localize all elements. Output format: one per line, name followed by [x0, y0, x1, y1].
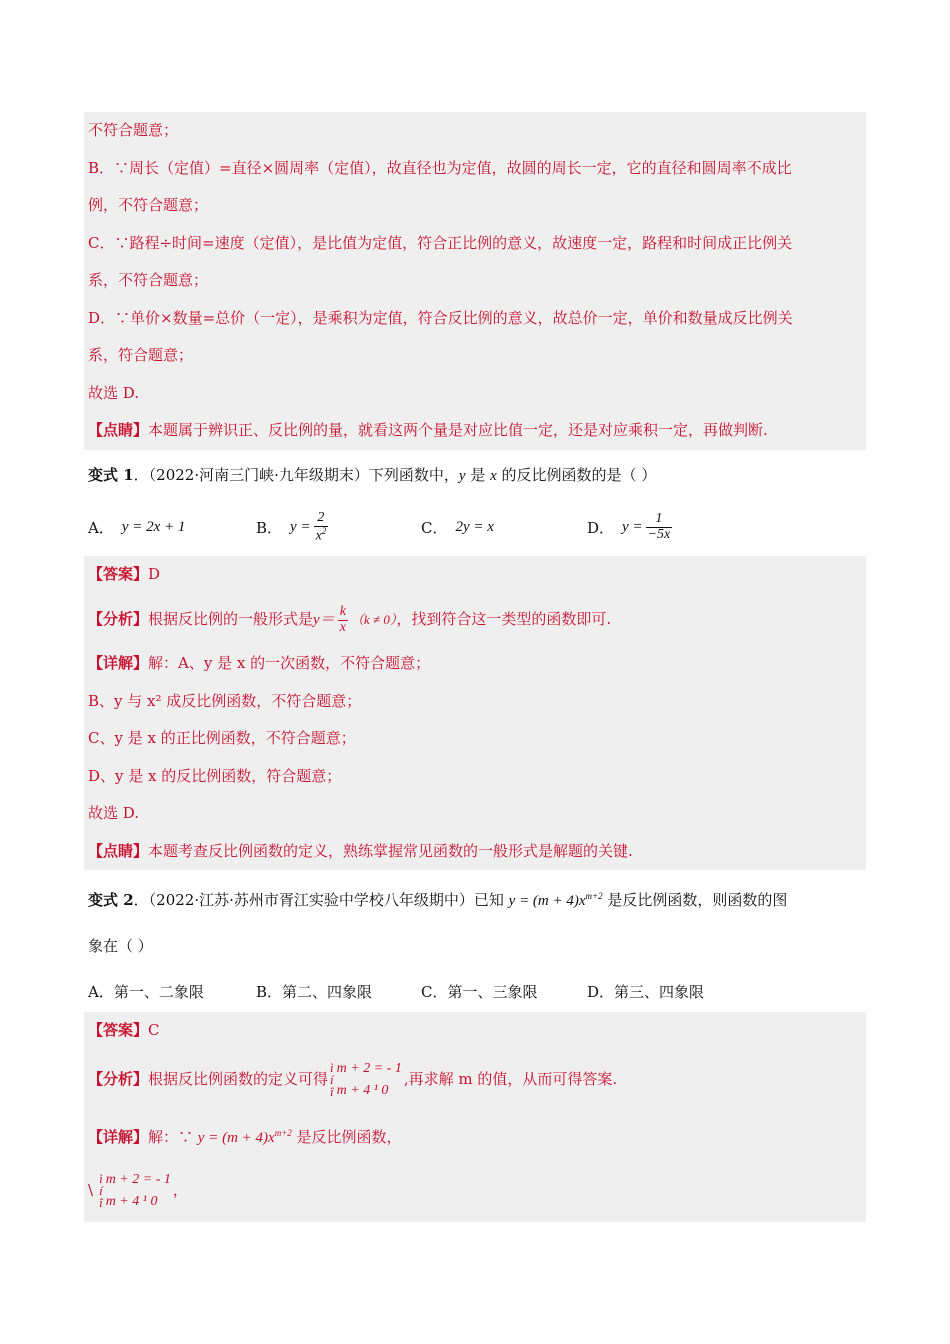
question-1-options — [84, 500, 866, 556]
option-a[interactable]: A．第一、二象限 — [88, 982, 204, 1001]
fraction — [646, 512, 673, 542]
answer-line — [84, 556, 866, 594]
page-content — [84, 112, 866, 1222]
equation: m + 2 = - 1 — [105, 1171, 171, 1187]
option-expr: y = — [622, 519, 643, 535]
detail-tag: 【详解】 — [88, 654, 149, 672]
note-line — [84, 412, 866, 450]
detail-tag: 【详解】 — [88, 1127, 149, 1146]
denominator: x — [315, 528, 322, 544]
text-line: D、y 是 x 的反比例函数，符合题意； — [88, 766, 342, 785]
option-expr: 2y = x — [455, 519, 494, 535]
question-2-stem-cont: 象在（ ） — [88, 937, 153, 955]
equation: m + 4 ¹ 0 — [105, 1193, 158, 1209]
question-2-options — [84, 970, 866, 1012]
analysis-tag: 【分析】 — [88, 1069, 149, 1088]
stem-text: 是反比例函数，则函数的图 — [602, 891, 788, 909]
question-label: 变式 1 — [88, 465, 134, 484]
equation-system — [99, 1169, 171, 1213]
text-line: B、y 与 x² 成反比例函数，不符合题意； — [88, 691, 362, 710]
text-line: B．∵周长（定值）=直径×圆周率（定值），故直径也为定值，故圆的周长一定，它的直径和圆周率不成比 — [88, 158, 792, 177]
text-line: 不符合题意； — [88, 121, 179, 139]
answer-line — [84, 1012, 866, 1050]
analysis-text: 根据反比例的一般形式是 — [148, 610, 314, 628]
math-expr: （k ≠ 0） — [350, 612, 397, 627]
option-a[interactable] — [88, 517, 256, 538]
detail-text: ， — [172, 1180, 188, 1199]
answer-value: C — [148, 1021, 160, 1039]
question-source: ．（2022·河南三门峡·九年级期末）下列函数中， — [133, 465, 459, 484]
math-expr: y = (m + 4)x — [197, 1129, 275, 1146]
option-c[interactable] — [421, 517, 587, 538]
exponent: m+2 — [274, 1127, 292, 1138]
solution-block-q2 — [84, 1012, 866, 1222]
text-line: C．∵路程÷时间=速度（定值），是比值为定值，符合正比例的意义，故速度一定，路程和时间成正比例关 — [88, 233, 793, 252]
text-line: 例，不符合题意； — [88, 196, 209, 214]
analysis-text: ,再求解 m 的值，从而可得答案. — [403, 1069, 618, 1088]
option-label: D． — [587, 519, 615, 537]
option-b[interactable] — [256, 511, 421, 544]
stem-text: 的反比例函数的是（ ） — [496, 465, 657, 484]
question-label: 变式 2 — [88, 891, 134, 909]
equation: m + 2 = - 1 — [336, 1060, 402, 1076]
numerator: k — [339, 603, 346, 619]
question-2-stem — [84, 870, 866, 922]
note-tag: 【点睛】 — [88, 841, 149, 860]
analysis-tag: 【分析】 — [88, 610, 149, 628]
answer-value: D — [148, 564, 161, 583]
answer-tag: 【答案】 — [88, 1021, 149, 1039]
text-line: D．∵单价×数量=总价（一定），是乘积为定值，符合反比例的意义，故总价一定，单价和数量成反比例关 — [88, 308, 793, 327]
detail-text: 解：A、y 是 x 的一次函数，不符合题意； — [148, 654, 431, 672]
answer-tag: 【答案】 — [88, 564, 149, 583]
option-d[interactable] — [587, 512, 675, 542]
question-1-stem — [84, 450, 866, 500]
stem-text: 是 — [465, 465, 491, 484]
analysis-line — [84, 593, 866, 645]
question-source: ．（2022·江苏·苏州市胥江实验中学校八年级期中）已知 — [133, 891, 509, 909]
fraction — [338, 605, 348, 635]
option-expr: y = 2x + 1 — [121, 519, 186, 535]
exponent: m+2 — [585, 891, 603, 901]
option-label: B． — [256, 519, 283, 537]
math-expr: y = (m + 4)x — [508, 893, 586, 909]
solution-block-prev — [84, 112, 866, 450]
option-d[interactable]: D．第三、四象限 — [587, 982, 705, 1001]
detail-text: 是反比例函数， — [291, 1127, 402, 1146]
option-label: C． — [421, 519, 448, 537]
numerator: 2 — [317, 509, 325, 525]
solution-block-q1 — [84, 556, 866, 871]
denominator: x — [339, 619, 346, 635]
option-expr: y = — [290, 519, 311, 535]
option-b[interactable]: B．第二、四象限 — [256, 982, 373, 1001]
note-line — [84, 833, 866, 871]
equation-system — [330, 1058, 402, 1102]
text-line: 故选 D. — [88, 383, 140, 402]
text-line: 系，符合题意； — [88, 346, 194, 364]
note-text: 本题属于辨识正、反比例的量，就看这两个量是对应比值一定，还是对应乘积一定，再做判断. — [148, 421, 768, 439]
note-tag: 【点睛】 — [88, 421, 149, 439]
therefore-mark: \ — [88, 1180, 94, 1199]
denominator: −5x — [647, 527, 671, 542]
exponent: 2 — [321, 525, 327, 536]
math-expr: y＝ — [313, 612, 335, 628]
analysis-text: 根据反比例函数的定义可得 — [148, 1069, 329, 1088]
var-y: y — [458, 467, 466, 484]
equation: m + 4 ¹ 0 — [336, 1082, 389, 1098]
option-label: A． — [88, 519, 114, 537]
analysis-text: ，找到符合这一类型的函数即可. — [396, 610, 612, 628]
detail-text: 解：∵ — [148, 1127, 198, 1146]
detail-line — [84, 1108, 866, 1158]
analysis-line — [84, 1050, 866, 1108]
brace-icon: ì í î — [330, 1059, 334, 1099]
detail-system-line — [84, 1158, 866, 1222]
numerator: 1 — [655, 511, 663, 527]
option-c[interactable]: C．第一、三象限 — [421, 982, 538, 1001]
fraction — [314, 511, 329, 544]
brace-icon: ì í î — [99, 1170, 103, 1210]
text-line: 系，不符合题意； — [88, 271, 209, 289]
text-line: C、y 是 x 的正比例函数，不符合题意； — [88, 729, 356, 747]
note-text: 本题考查反比例函数的定义，熟练掌握常见函数的一般形式是解题的关键. — [148, 841, 633, 860]
detail-line — [84, 645, 866, 683]
var-x: x — [490, 467, 497, 484]
text-line: 故选 D. — [88, 804, 140, 822]
